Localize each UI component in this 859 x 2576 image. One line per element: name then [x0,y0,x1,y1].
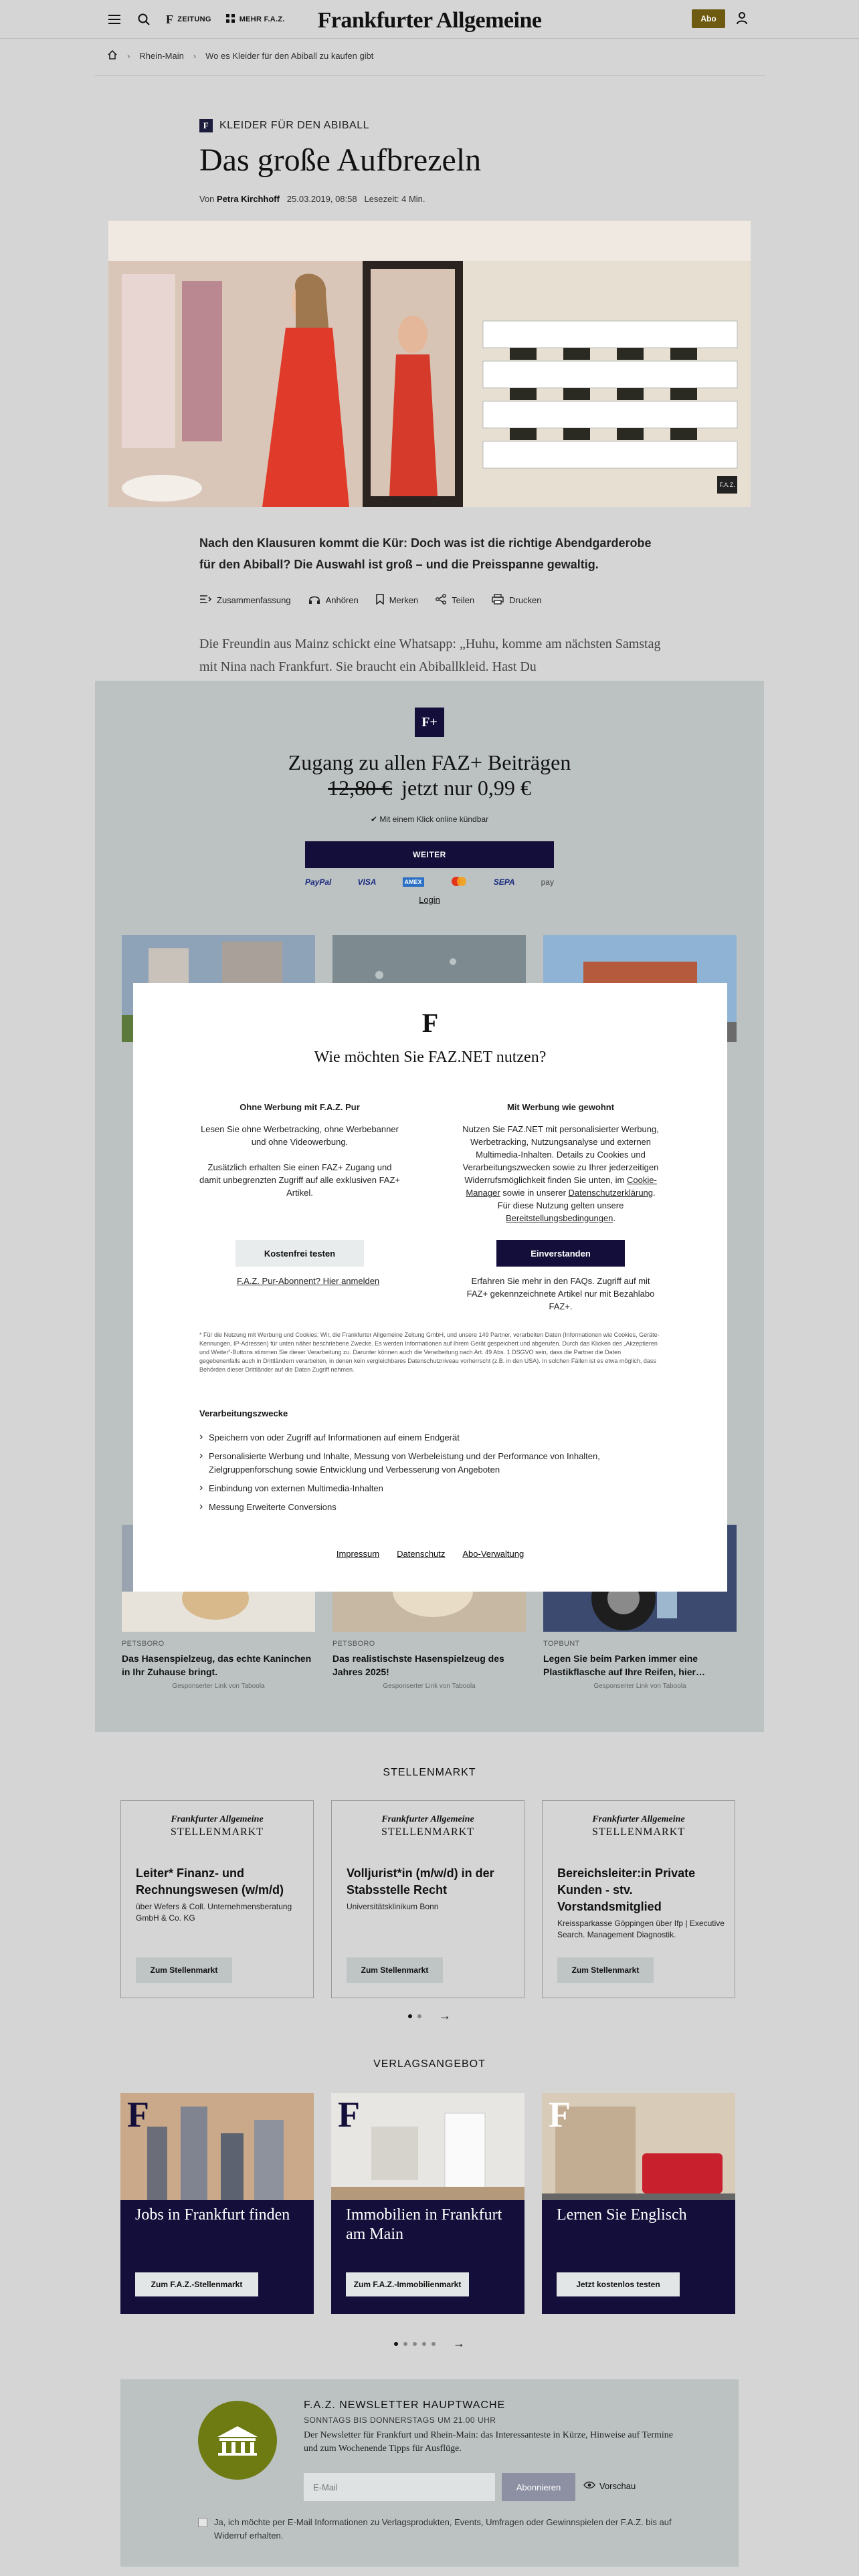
payment-methods [305,872,554,892]
summary-icon [199,595,211,606]
preview-link[interactable] [583,2481,636,2491]
job-button[interactable]: Zum Stellenmarkt [347,1957,443,1983]
article-lead: Nach den Klausuren kommt die Kür: Doch was ist die richtige Abendgarderobe für den Abiball? Die Auswahl ist groß – und die Preisspanne gewaltig. [199,536,652,571]
mastercard-icon [450,876,468,889]
consent-headline: Wie möchten Sie FAZ.NET nutzen? [314,1049,547,1066]
search-icon[interactable] [136,12,151,27]
carousel-dot[interactable] [432,2342,436,2346]
author-name[interactable]: Petra Kirchhoff [217,194,280,204]
consent-text: Ja, ich möchte per E-Mail Informationen zu Verlagsprodukten, Events, Umfragen oder Gewinnspielen der F.A.Z. bis auf Widerruf erhalten. [214,2517,672,2541]
author-prefix: Von [199,194,217,204]
stellenmarkt-heading: STELLENMARKT [383,1767,476,1778]
email-field[interactable] [304,2473,495,2501]
article-kicker [199,119,369,132]
eye-icon [583,2481,595,2491]
option-pur-title: Ohne Werbung mit F.A.Z. Pur [240,1102,360,1112]
carousel-dot[interactable] [403,2342,407,2346]
sponsored-title: Legen Sie beim Parken immer eine Plastikflasche auf Ihre Reifen, hier… [543,1653,705,1677]
purposes-list [199,1431,661,1519]
offer-title: Immobilien in Frankfurt am Main [346,2206,502,2243]
purpose-item[interactable]: › Personalisierte Werbung und Inhalte, Messung von Werbeleistung und der Performance von Inhalten, Zielgruppenforschung sowie Entwicklung und Verbesserung von Angeboten [199,1450,661,1477]
offer-button[interactable]: Jetzt kostenlos testen [557,2272,680,2296]
purpose-item[interactable]: › Messung Erweiterte Conversions [199,1501,661,1514]
consent-footer-links [133,1549,727,1559]
newsletter-schedule: SONNTAGS BIS DONNERSTAGS UM 21.00 UHR [304,2416,496,2425]
svg-text:F: F [549,2095,571,2135]
newsletter-heading: F.A.Z. NEWSLETTER HAUPTWACHE [304,2399,506,2411]
option-pur-text: Zusätzlich erhalten Sie einen FAZ+ Zugang und damit unbegrenzten Zugriff auf alle exklusiven FAZ+ Artikel. [199,1162,401,1198]
text: . Für diese Nutzung gelten unsere [497,1188,656,1210]
job-list [120,1800,735,1998]
menu-icon[interactable] [107,12,122,27]
svg-text:F: F [338,2095,360,2135]
paywall-continue-button[interactable]: WEITER [305,841,554,868]
job-logo-sub: STELLENMARKT [591,1826,686,1838]
article-actions [199,594,541,607]
breadcrumb-item[interactable]: Rhein-Main [139,50,184,61]
job-company: Universitätsklinikum Bonn [347,1902,439,1911]
amex-icon: AMEX [403,877,424,887]
user-icon[interactable] [735,11,749,25]
consent-fineprint: * Für die Nutzung mit Werbung und Cookies: Wir, die Frankfurter Allgemeine Zeitung GmbH, und unsere 149 Partner, verarbeiten Daten (Informationen wie Cookies, Geräte-Kennungen, IP-Adressen) für unten näher beschriebene Zwecke. Es werden Informationen auf Ihrem Gerät gespeichert und abgerufen. Durch das Klicken des „Akzeptieren und Weiter“-Buttons stimmen Sie dieser Verarbeitung zu. Darunter können auch die Verarbeitung nach Art. 49 Abs. 1 DSGVO sein, dass die Partner die Daten gegebenenfalls auch in Drittländern verarbeiten, in denen kein vergleichbares Datenschutzniveau vorherrscht (z.B. in den USA). In solchen Fällen ist es etwa möglich, dass Behörden dieser Drittländer auf die Daten Zugriff nehmen. [199,1331,660,1373]
kicker-text: KLEIDER FÜR DEN ABIBALL [219,120,370,131]
check-circle-icon: ✔ [370,815,377,824]
job-carousel-dots [0,2009,859,2023]
breadcrumb [107,45,373,66]
breadcrumb-item: Wo es Kleider für den Abiball zu kaufen gibt [205,50,374,61]
offer-card[interactable] [120,2093,314,2314]
carousel-dot[interactable] [422,2342,426,2346]
offer-image [542,2093,735,2200]
gpay-icon: pay [541,877,554,887]
offer-button[interactable]: Zum F.A.Z.-Stellenmarkt [135,2272,258,2296]
sepa-icon: SEPA [493,877,515,887]
purpose-item[interactable]: › Speichern von oder Zugriff auf Informationen auf einem Endgerät [199,1431,661,1444]
bookmark-icon [376,594,384,607]
arrow-right-icon[interactable]: → [439,2009,451,2022]
job-button[interactable]: Zum Stellenmarkt [557,1957,654,1983]
job-company: Kreissparkasse Göppingen über Ifp | Executive Search. Management Diagnostik. [557,1919,725,1939]
action-label: Zusammenfassung [217,595,291,605]
byline [199,194,425,204]
old-price: 12,80 € [328,776,393,800]
share-icon [436,594,446,607]
imprint-link[interactable]: Impressum [336,1549,380,1559]
chevron-right-icon: › [127,50,130,61]
consent-dialog [133,983,727,1592]
offer-title: Jobs in Frankfurt finden [135,2206,290,2224]
job-title: Bereichsleiter:in Private Kunden - stv. Vorstandsmitglied [557,1866,696,1913]
job-card[interactable] [542,1800,735,1998]
option-werbung-text: Nutzen Sie FAZ.NET mit personalisierter Werbung, Werbetracking, Nutzungsanalyse und externen Multimedia-Inhalten. Details zu Cookies und Verarbeitungszwecken sowie zu Ihrer jederzeitigen Widerrufsmöglichkeit finden Sie unten, im Cookie-Manager sowie in unserer Datenschutzerklärung. Für diese Nutzung gelten unsere Bereitstellungsbedingungen. [462,1124,659,1223]
sponsored-source: TOPBUNT [543,1640,580,1648]
carousel-dot[interactable] [408,2014,412,2018]
offer-list [120,2093,735,2314]
offer-image [331,2093,524,2200]
paywall-check [95,815,764,824]
job-logo: Frankfurter Allgemeine [592,1814,685,1824]
carousel-dot[interactable] [417,2014,421,2018]
action-label: Anhören [325,595,359,605]
faz-logo: F [421,1008,439,1038]
faz-plus-icon: F [199,119,213,132]
hauptwache-icon [198,2401,277,2480]
reading-time: Lesezeit: 4 Min. [364,194,425,204]
divider [94,75,765,76]
job-button[interactable]: Zum Stellenmarkt [136,1957,232,1983]
nav-mehr-faz[interactable] [226,14,285,25]
carousel-dot[interactable] [413,2342,417,2346]
hero-image [108,221,751,507]
consent-checkbox[interactable] [198,2518,207,2527]
cookie-manager-link[interactable]: Cookie-Manager [466,1175,657,1198]
nav-mehr-label: MEHR F.A.Z. [239,15,285,23]
sponsored-source: PETSBORO [122,1640,165,1648]
nav-zeitung-label: ZEITUNG [177,15,211,23]
printer-icon [492,594,504,607]
offer-carousel-dots [0,2337,859,2351]
action-label: Merken [389,595,419,605]
svg-text:F: F [127,2095,149,2135]
option-werbung-title: Mit Werbung wie gewohnt [506,1102,615,1112]
offer-card[interactable] [331,2093,524,2314]
login-link[interactable]: Login [419,895,440,905]
grid-icon [226,14,235,25]
sponsored-source: PETSBORO [332,1640,375,1648]
newsletter-consent [198,2516,693,2543]
visa-icon: VISA [357,877,377,887]
subscribe-button[interactable]: Abonnieren [502,2473,575,2501]
paypal-icon: PayPal [305,877,332,887]
job-title: Volljurist*in (m/w/d) in der Stabsstelle Recht [347,1866,494,1897]
privacy-policy-link[interactable]: Datenschutzerklärung [568,1188,654,1198]
offer-card[interactable] [542,2093,735,2314]
share-button[interactable] [436,594,474,607]
action-label: Teilen [452,595,475,605]
pur-login-link[interactable]: F.A.Z. Pur-Abonnent? Hier anmelden [237,1276,380,1286]
chevron-right-icon: › [193,50,197,61]
job-logo: Frankfurter Allgemeine [381,1814,474,1824]
terms-link[interactable]: Bereitstellungsbedingungen [505,1213,613,1223]
faq-note: Erfahren Sie mehr in den FAQs. Zugriff auf mit FAZ+ gekennzeichnete Artikel nur mit Bezahlabo FAZ+. [466,1276,655,1311]
job-logo-sub: STELLENMARKT [381,1826,475,1838]
offer-button[interactable]: Zum F.A.Z.-Immobilienmarkt [346,2272,469,2296]
purpose-item[interactable]: › Einbindung von externen Multimedia-Inhalten [199,1482,661,1495]
article-body-teaser: Die Freundin aus Mainz schickt eine Whatsapp: „Huhu, komme am nächsten Samstag mit Nina nach Frankfurt. Sie braucht ein Abiballkleid. Hast Du [199,637,661,674]
headphones-icon [308,594,320,607]
sponsored-title: Das Hasenspielzeug, das echte Kaninchen in Ihr Zuhause bringt. [122,1653,312,1677]
faz-f-icon: F [166,12,174,26]
job-card[interactable] [120,1800,314,1998]
privacy-link[interactable]: Datenschutz [397,1549,446,1559]
newsletter-box [120,2379,739,2567]
purposes-title: Verarbeitungszwecke [199,1408,288,1418]
image-credit-badge: F.A.Z. [717,476,737,494]
free-trial-button[interactable]: Kostenfrei testen [235,1240,364,1267]
new-price: jetzt nur 0,99 € [401,776,531,800]
preview-label: Vorschau [599,2481,636,2491]
option-werbung [460,1101,661,1224]
job-logo-sub: STELLENMARKT [170,1826,264,1838]
sponsored-tag: Gesponserter Link von Taboola [172,1683,265,1690]
accept-button[interactable]: Einverstanden [496,1240,625,1267]
job-company: über Wefers & Coll. Unternehmensberatung GmbH & Co. KG [136,1902,292,1923]
nav-zeitung[interactable] [166,13,211,27]
job-info [557,1865,725,1941]
article-date: 25.03.2019, 08:58 [286,194,357,204]
print-button[interactable] [492,594,541,607]
site-logo[interactable]: Frankfurter Allgemeine [317,8,542,33]
sponsored-title: Das realistischste Hasenspielzeug des Jahres 2025! [332,1653,504,1677]
job-info [136,1865,303,1924]
site-header [0,0,859,39]
text: sowie in unserer [500,1188,569,1198]
offer-title: Lernen Sie Englisch [557,2206,687,2224]
job-info [347,1865,514,1913]
newsletter-description: Der Newsletter für Frankfurt und Rhein-Main: das Interessanteste in Kürze, Hinweise auf Termine und zum Wochenende Tipps für Ausflüge. [304,2430,673,2454]
listen-button[interactable] [308,594,359,607]
bookmark-button[interactable] [376,594,418,607]
option-pur [199,1101,400,1199]
paywall-headline: Zugang zu allen FAZ+ Beiträgen [288,750,571,774]
sponsored-tag: Gesponserter Link von Taboola [383,1683,476,1690]
arrow-right-icon[interactable]: → [453,2337,465,2350]
subscription-link[interactable]: Abo-Verwaltung [462,1549,524,1559]
job-card[interactable] [331,1800,524,1998]
sponsored-tag: Gesponserter Link von Taboola [593,1683,686,1690]
article-title: Das große Aufbrezeln [199,142,482,178]
action-label: Drucken [509,595,542,605]
carousel-dot[interactable] [394,2342,398,2346]
offer-image [120,2093,314,2200]
job-title: Leiter* Finanz- und Rechnungswesen (w/m/d) [136,1866,284,1897]
verlagsangebot-heading: VERLAGSANGEBOT [373,2058,486,2070]
abo-button[interactable]: Abo [692,9,725,28]
option-pur-text: Lesen Sie ohne Werbetracking, ohne Werbebanner und ohne Videowerbung. [201,1124,399,1147]
home-icon[interactable] [107,49,118,62]
check-text: Mit einem Klick online kündbar [379,815,489,824]
text: Nutzen Sie FAZ.NET mit personalisierter Werbung, Werbetracking, Nutzungsanalyse und externen Multimedia-Inhalten. Details zu Cookies und Verarbeitungszwecken sowie zu Ihrer jederzeitigen Widerrufsmöglichkeit finden Sie unten, im [462,1124,659,1185]
paywall-price [95,776,764,800]
summary-button[interactable] [199,594,291,607]
faz-plus-logo: F+ [415,708,444,737]
job-logo: Frankfurter Allgemeine [171,1814,264,1824]
